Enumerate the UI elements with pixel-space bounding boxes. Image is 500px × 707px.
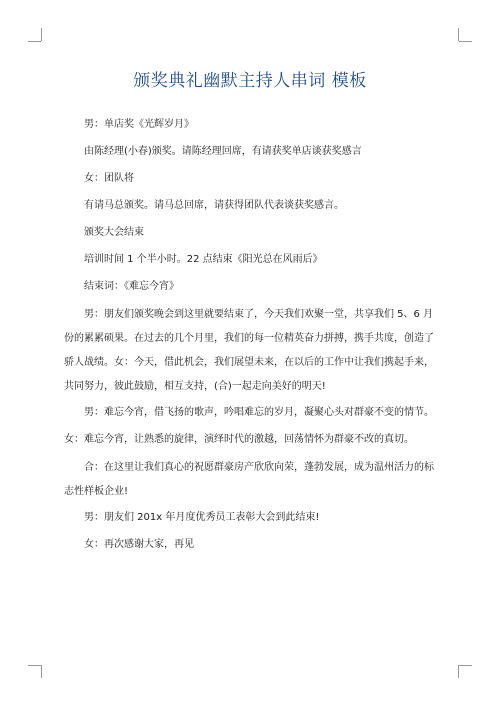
crop-mark-top-left xyxy=(28,41,41,42)
paragraph: 由陈经理(小春)颁奖。请陈经理回席，有请获奖单店谈获奖感言 xyxy=(84,146,362,157)
paragraph: 男：朋友们 201x 年月度优秀员工表彰大会到此结束! xyxy=(84,512,320,523)
document-title: 颁奖典礼幽默主持人串词 模板 xyxy=(133,71,367,91)
paragraph: 男：单店奖《光辉岁月》 xyxy=(84,119,194,130)
crop-mark-top-left xyxy=(41,28,42,41)
paragraph: 女：难忘今宵，让熟悉的旋律，演绎时代的激越，回荡情怀为群豪不改的真切。 xyxy=(64,434,414,445)
crop-mark-bottom-left xyxy=(28,665,41,666)
paragraph: 女：团队将 xyxy=(84,173,134,184)
paragraph: 颁奖大会结束 xyxy=(84,227,144,238)
crop-mark-top-right xyxy=(458,28,459,41)
paragraph: 结束词：《难忘今宵》 xyxy=(84,281,179,292)
paragraph: 培训时间 1 个半小时。22 点结束《阳光总在风雨后》 xyxy=(84,254,323,265)
document-body xyxy=(64,114,438,561)
paragraph: 女：再次感谢大家，再见 xyxy=(84,539,194,550)
crop-mark-bottom-right xyxy=(458,665,459,678)
paragraph: 男：难忘今宵，借飞扬的歌声，吟唱难忘的岁月，凝聚心头对群豪不变的情节。 xyxy=(84,407,434,418)
crop-mark-bottom-right xyxy=(459,665,472,666)
crop-mark-top-right xyxy=(459,41,472,42)
paragraph: 男：朋友们颁奖晚会到这里就要结束了，今天我们欢聚一堂，共享我们 5、6 月份的累累硕果。在过去的几个月里，我们的每一位精英奋力拼搏，携手共度，创造了骄人战绩。女：今天，借此机会，我们展望未来，在以后的工作中让我们携起手来，共同努力，彼此鼓励，相互支持，(合)一起走向美好的明天! xyxy=(64,309,434,392)
crop-mark-bottom-left xyxy=(41,665,42,678)
paragraph: 合：在这里让我们真心的祝愿群豪房产欣欣向荣，蓬勃发展，成为温州活力的标志性样板企业! xyxy=(64,462,434,497)
paragraph: 有请马总颁奖。请马总回席，请获得团队代表谈获奖感言。 xyxy=(84,200,344,211)
